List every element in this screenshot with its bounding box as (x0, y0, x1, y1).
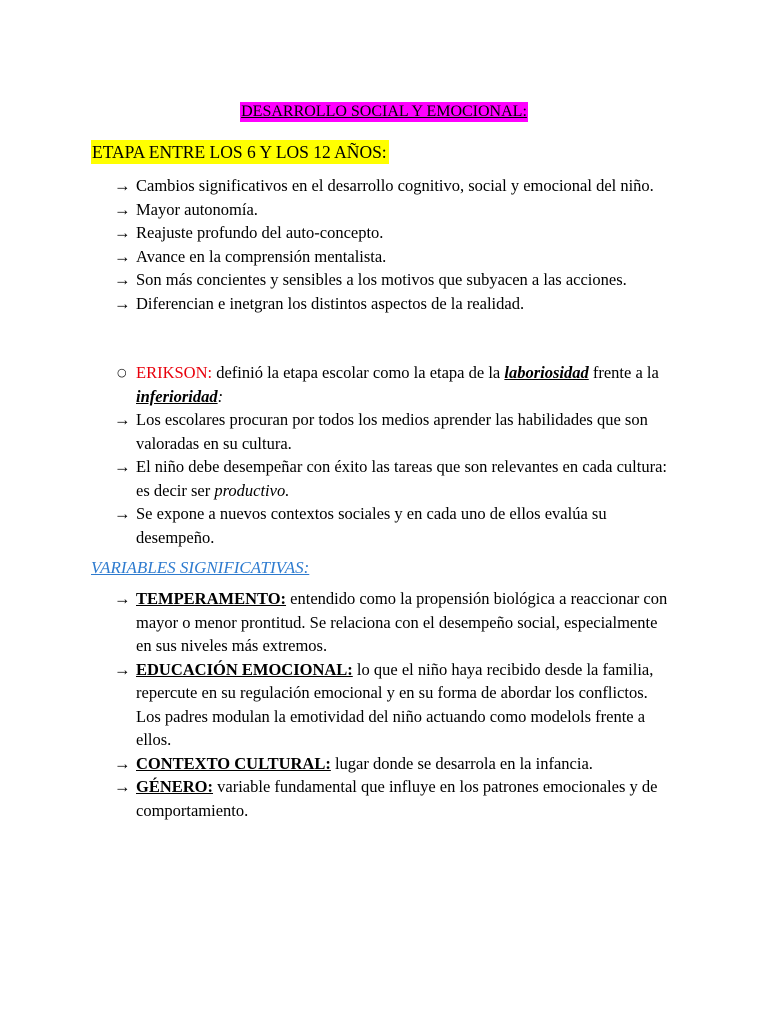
arrow-icon: → (114, 293, 131, 313)
stage-subheading: ETAPA ENTRE LOS 6 Y LOS 12 AÑOS: (92, 142, 387, 162)
variable-term: CONTEXTO CULTURAL: (136, 753, 331, 773)
list-item (0, 268, 676, 292)
arrow-icon: → (114, 457, 131, 476)
arrow-icon: → (114, 246, 131, 266)
arrow-icon: → (114, 659, 131, 679)
variable-term: EDUCACIÓN EMOCIONAL: (136, 659, 353, 679)
variable-term: TEMPERAMENTO: (136, 589, 287, 608)
variable-term: GÉNERO: (136, 777, 214, 796)
arrow-icon: → (114, 223, 131, 242)
document-title: DESARROLLO SOCIAL Y EMOCIONAL: (241, 103, 527, 120)
term-laboriosidad: laboriosidad (504, 363, 589, 382)
variables-heading: VARIABLES SIGNIFICATIVAS: (91, 558, 310, 577)
variable-text: lugar donde se desarrola en la infancia. (330, 753, 593, 773)
list-item (0, 245, 676, 269)
list-item (0, 587, 676, 658)
circle-bullet-icon: ○ (117, 366, 127, 379)
stage-point-text: Mayor autonomía. (136, 199, 258, 219)
arrow-icon: → (114, 777, 131, 796)
erikson-point-text: Los escolares procuran por todos los medios aprender las habilidades que son valoradas en su cultura. (136, 410, 648, 453)
variable-text: entendido como la propensión biológica a reaccionar con mayor o menor prontitud. Se relaciona con el desempeño social, especialmente en sus niveles más extremos. (136, 589, 668, 655)
stage-point-text: Reajuste profundo del auto-concepto. (136, 223, 384, 242)
erikson-section (0, 361, 768, 549)
title-block (0, 102, 768, 122)
variables-list (0, 587, 768, 822)
arrow-icon: → (114, 410, 131, 429)
erikson-point-text: Se expone a nuevos contextos sociales y en cada uno de ellos evalúa su desempeño. (136, 504, 607, 547)
stage-point-text: Avance en la comprensión mentalista. (136, 246, 387, 266)
stage-point-text: Diferencian e inetgran los distintos aspectos de la realidad. (136, 293, 525, 313)
arrow-icon: → (114, 199, 131, 219)
list-item (0, 658, 676, 752)
variable-text: lo que el niño haya recibido desde la familia, repercute en su regulación emocional y en su forma de abordar los conflictos. Los padres modulan la emotividad del niño actuando como modelols frente a ellos. (136, 659, 654, 749)
list-item (0, 752, 676, 776)
stage-point-text: Son más concientes y sensibles a los motivos que subyacen a las acciones. (136, 270, 627, 289)
term-productivo: productivo. (214, 480, 290, 500)
list-item (0, 455, 676, 502)
variable-text: variable fundamental que influye en los patrones emocionales y de comportamiento. (136, 777, 658, 820)
stage-points-list (0, 174, 768, 315)
erikson-text-a: definió la etapa escolar como la etapa de la (212, 363, 505, 382)
list-item (0, 174, 676, 198)
arrow-icon: → (114, 753, 131, 773)
term-inferioridad: inferioridad (136, 386, 218, 406)
stage-point-text: Cambios significativos en el desarrollo cognitivo, social y emocional del niño. (136, 176, 654, 195)
list-item (0, 198, 676, 222)
list-item (0, 221, 676, 245)
erikson-text-b: frente a la (588, 363, 659, 382)
erikson-text-c: : (217, 386, 224, 406)
list-item (0, 292, 676, 316)
arrow-icon: → (114, 589, 131, 608)
arrow-icon: → (114, 504, 131, 523)
erikson-name: ERIKSON: (136, 363, 213, 382)
list-item (0, 502, 676, 549)
arrow-icon: → (114, 270, 131, 289)
erikson-definition (0, 361, 676, 408)
list-item (0, 775, 676, 822)
list-item (0, 408, 676, 455)
arrow-icon: → (114, 176, 131, 195)
erikson-point-text: El niño debe desempeñar con éxito las tareas que son relevantes en cada cultura: es decir ser (136, 457, 667, 500)
